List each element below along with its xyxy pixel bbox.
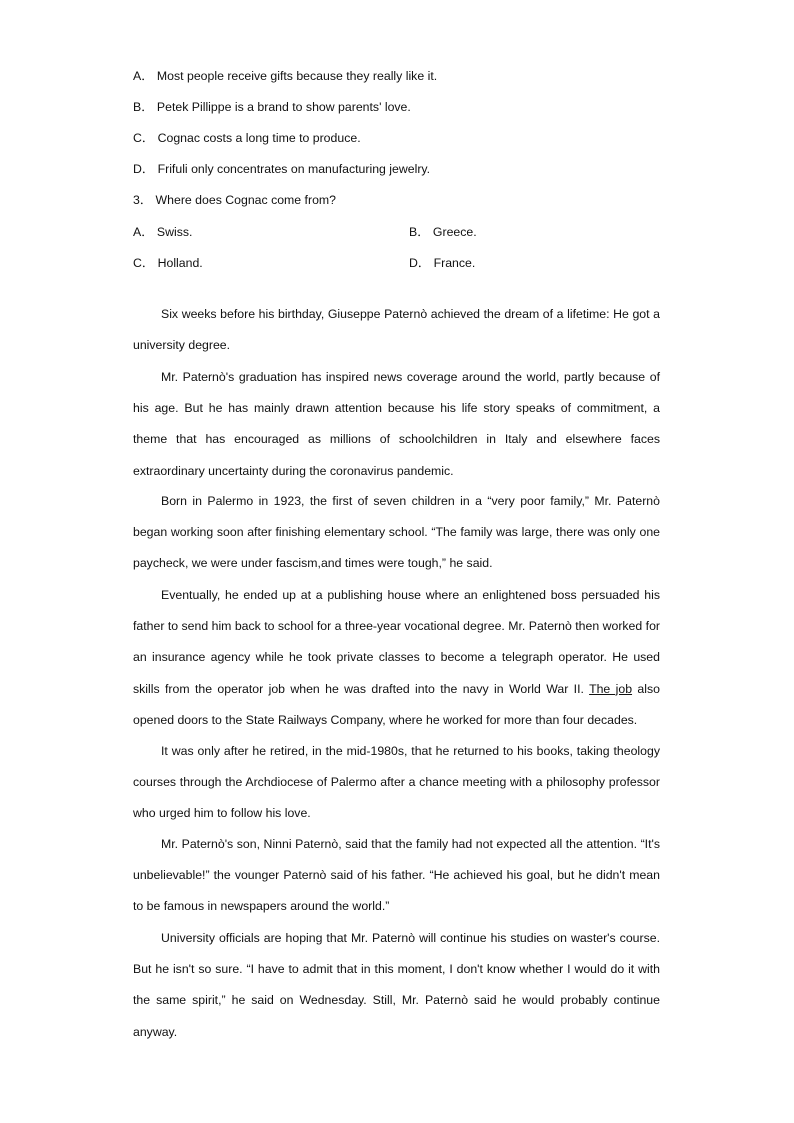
passage-paragraph-3: Born in Palermo in 1923, the first of seven children in a “very poor family,” Mr. Paternò began working soon after finishing elementary school. “The family was large, there was only one paycheck, we were under fascism,and times were tough,” he said.	[133, 494, 660, 571]
q3-option-b: B． Greece.	[409, 225, 477, 239]
passage-paragraph-4	[133, 580, 660, 736]
passage-paragraph-7: University officials are hoping that Mr. Paternò will continue his studies on waster's course. But he isn't so sure. “I have to admit that in this moment, I don't know whether I would do it with the same spirit,” he said on Wednesday. Still, Mr. Paternò said he would probably continue anyway.	[133, 931, 660, 1039]
q3-stem: 3． Where does Cognac come from?	[133, 193, 336, 207]
q2-option-d: D． Frifuli only concentrates on manufacturing jewelry.	[133, 162, 431, 176]
paragraph-4-text-after: also opened doors to the State Railways Company, where he worked for more than four decades.	[133, 681, 660, 727]
q2-option-b: B． Petek Pillippe is a brand to show parents' love.	[133, 100, 411, 114]
q3-option-c: C． Holland.	[133, 256, 203, 270]
underlined-phrase: The job	[589, 681, 633, 696]
passage-paragraph-1: Six weeks before his birthday, Giuseppe Paternò achieved the dream of a lifetime: He got a university degree.	[133, 307, 660, 353]
passage-paragraph-2: Mr. Paternò's graduation has inspired news coverage around the world, partly because of his age. But he has mainly drawn attention because his life story speaks of commitment, a theme that has encouraged as millions of schoolchildren in Italy and elsewhere faces extraordinary uncertainty during the coronavirus pandemic.	[133, 370, 660, 478]
q2-option-c: C． Cognac costs a long time to produce.	[133, 131, 361, 145]
q3-option-d: D． France.	[409, 256, 476, 270]
passage-paragraph-6: Mr. Paternò's son, Ninni Paternò, said that the family had not expected all the attention. “It's unbelievable!” the vounger Paternò said of his father. “He achieved his goal, but he didn't mean to be famous in newspapers around the world.”	[133, 837, 660, 914]
passage-paragraph-5: It was only after he retired, in the mid-1980s, that he returned to his books, taking theology courses through the Archdiocese of Palermo after a chance meeting with a philosophy professor who urged him to follow his love.	[133, 744, 660, 821]
paragraph-4-text-before: Eventually, he ended up at a publishing house where an enlightened boss persuaded his father to send him back to school for a three-year vocational degree. Mr. Paternò then worked for an insurance agency while he took private classes to become a telegraph operator. He used skills from the operator job when he was drafted into the navy in World War II.	[133, 588, 661, 696]
q2-option-a: A． Most people receive gifts because they really like it.	[133, 69, 438, 83]
q3-option-a: A． Swiss.	[133, 225, 193, 239]
